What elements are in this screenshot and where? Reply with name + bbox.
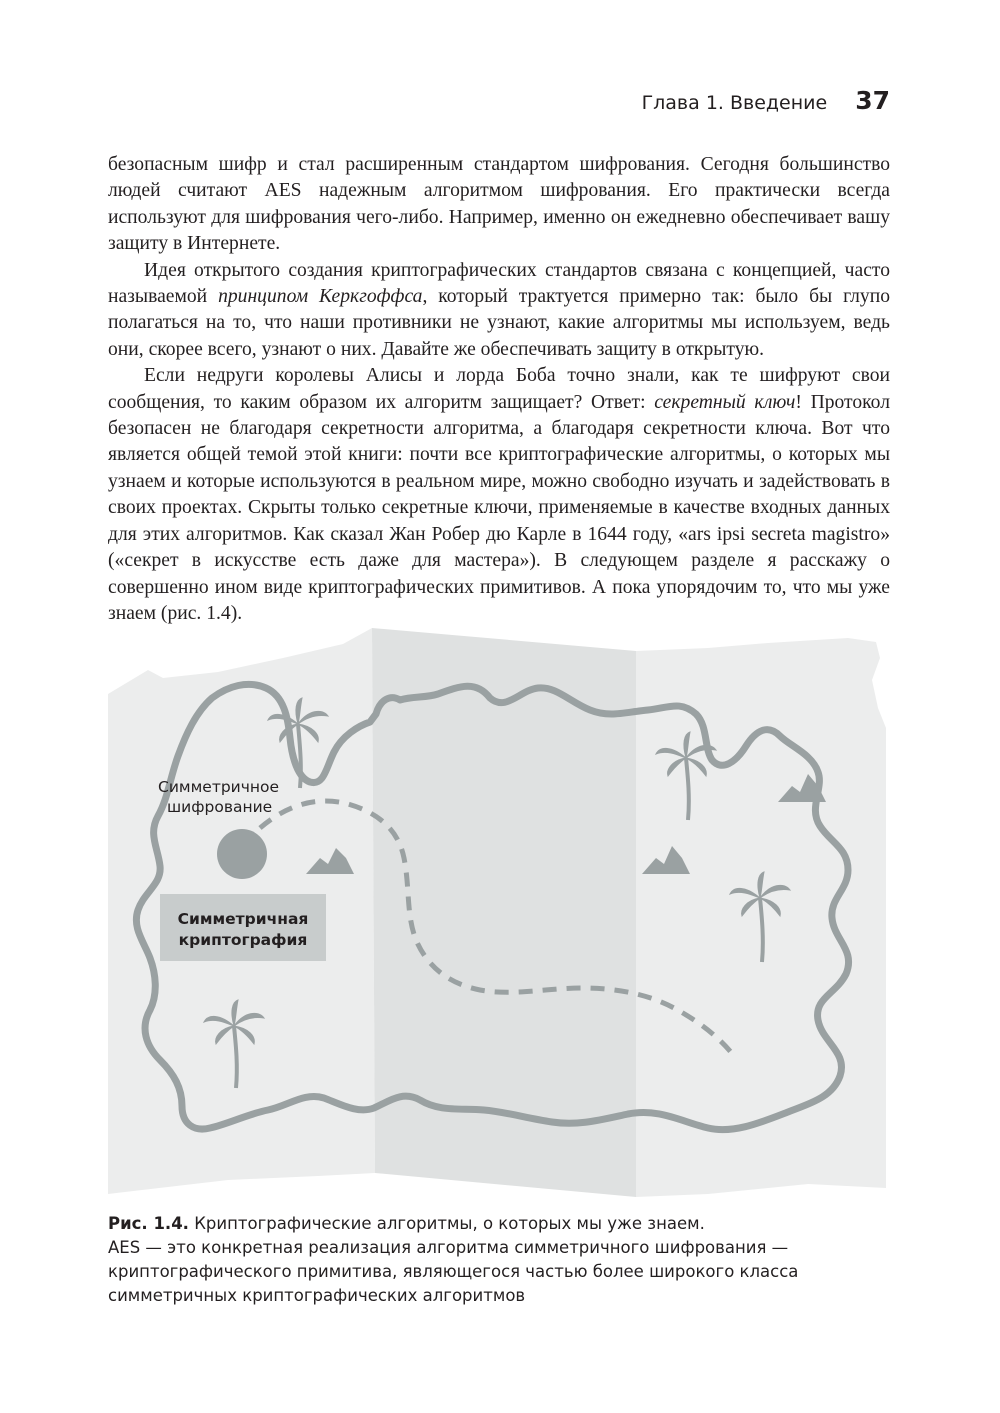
kerckhoffs-principle-term: принципом Керкгоффса [218, 286, 423, 308]
paragraph-2-text-a: Идея открытого создания криптографических стандартов связана с концепцией, часто называемой [108, 259, 890, 308]
paragraph-3-text-b: ! Протокол безопасен не благодаря секретности алгоритма, а благодаря секретности ключа. Вот что является общей темой этой книги: почти все криптографические алгоритмы, о которых мы узнаем и которые используются в реальном мире, можно свободно изучать и задействовать в своих проектах. Скрыты только секретные ключи, применяемые в качестве входных данных для этих алгоритмов. Как сказал Жан Робер дю Карле в 1644 году, «ars ipsi secreta magistro» («секрет в искусстве есть даже для мастера»). В следующем разделе я расскажу о совершенно ином виде криптографических примитивов. А пока упорядочим то, что мы уже знаем (рис. 1.4). [108, 391, 890, 624]
paragraph-3 [108, 363, 890, 627]
paragraph-2-text-b: , который трактуется примерно так: было бы глупо полагаться на то, что наши противники не узнают, какие алгоритмы мы используем, ведь они, скорее всего, узнают о них. Давайте же обеспечивать защиту в открытую. [108, 286, 890, 360]
caption-label: Рис. 1.4. [108, 1214, 189, 1233]
box-label-line1: Симметричная [177, 910, 309, 928]
paragraph-1 [108, 152, 890, 258]
paragraph-1-text: безопасным шифр и стал расширенным стандартом шифрования. Сегодня большинство людей считают AES надежным алгоритмом шифрования. Его практически всегда используют для шифрования чего-либо. Например, именно он ежедневно обеспечивает вашу защиту в Интернете. [108, 154, 890, 255]
box-label-line2: криптография [178, 931, 308, 949]
figure-1-4 [108, 628, 894, 1198]
label-symmetric-encryption-line1: Симметричное [158, 778, 280, 796]
page-number: 37 [855, 86, 890, 115]
paragraph-3-text-a: Если недруги королевы Алисы и лорда Боба точно знали, как те шифруют свои сообщения, то каким образом их алгоритм защищает? Ответ: [108, 365, 890, 413]
label-symmetric-encryption-line2: шифрование [167, 798, 273, 816]
treasure-map-illustration [108, 628, 894, 1198]
location-circle [217, 829, 267, 879]
figure-caption [108, 1212, 888, 1308]
page-header [642, 86, 890, 118]
secret-key-term: секретный ключ [654, 391, 796, 413]
chapter-title: Глава 1. Введение [641, 92, 828, 114]
paragraph-2 [108, 258, 890, 364]
caption-text: AES — это конкретная реализация алгоритма симметричного шифрования — криптографического примитива, являющегося частью более широкого класса симметричных криптографических алгоритмов [108, 1238, 799, 1305]
caption-title: Криптографические алгоритмы, о которых мы уже знаем. [188, 1214, 705, 1233]
body-text [108, 152, 890, 627]
